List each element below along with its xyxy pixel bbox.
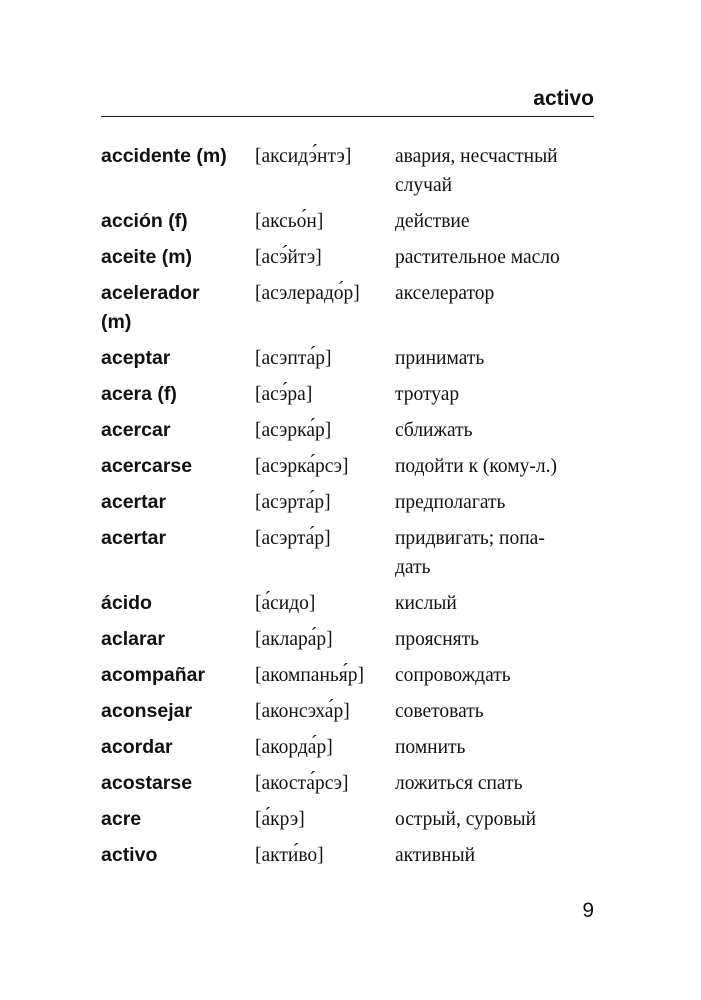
entry-translation bbox=[395, 279, 594, 308]
entry-pronunciation: [асэрта́р] bbox=[255, 492, 331, 513]
entry-translation-line: острый, суровый bbox=[395, 809, 537, 830]
entry-translation bbox=[395, 344, 594, 373]
entry-term bbox=[101, 452, 255, 481]
entry-pronunciation: [асэпта́р] bbox=[255, 348, 332, 369]
entry-term-line: acercar bbox=[101, 419, 171, 441]
entry-translation bbox=[395, 805, 594, 834]
entry-translation bbox=[395, 589, 594, 618]
entry-term-line: aconsejar bbox=[101, 700, 193, 722]
entry-translation bbox=[395, 697, 594, 726]
entry-translation bbox=[395, 769, 594, 798]
entry-translation bbox=[395, 661, 594, 690]
entry-term-line: acelerador bbox=[101, 282, 200, 304]
dictionary-entry bbox=[101, 524, 594, 582]
entry-translation-line: сопровождать bbox=[395, 665, 511, 686]
entry-pronunciation: [асэ́ра] bbox=[255, 384, 313, 405]
entry-translation bbox=[395, 243, 594, 272]
entry-term bbox=[101, 344, 255, 373]
entry-term-line: aceite (m) bbox=[101, 246, 193, 268]
dictionary-entry bbox=[101, 488, 594, 517]
dictionary-entry bbox=[101, 380, 594, 409]
entry-term-line: acre bbox=[101, 808, 142, 830]
entry-pronunciation: [акоста́рсэ] bbox=[255, 773, 349, 794]
entry-translation-line: придвигать; попа- bbox=[395, 528, 545, 549]
entry-pronunciation: [акомпанья́р] bbox=[255, 665, 364, 686]
entry-term-line: accidente (m) bbox=[101, 145, 227, 167]
entry-translation-line: подойти к (кому-л.) bbox=[395, 456, 557, 477]
entry-translation bbox=[395, 733, 594, 762]
entry-term bbox=[101, 697, 255, 726]
entry-translation-line: советовать bbox=[395, 701, 484, 722]
entry-term-line: acompañar bbox=[101, 664, 206, 686]
entry-translation bbox=[395, 142, 594, 200]
entry-term bbox=[101, 207, 255, 236]
entry-pronunciation: [аконсэха́р] bbox=[255, 701, 350, 722]
entry-pronunciation: [аксидэ́нтэ] bbox=[255, 146, 352, 167]
page-number: 9 bbox=[582, 899, 594, 922]
entry-pronunciation: [асэлерадо́р] bbox=[255, 283, 360, 304]
entry-pronunciation: [акти́во] bbox=[255, 845, 324, 866]
entry-translation-line: принимать bbox=[395, 348, 485, 369]
entry-translation bbox=[395, 524, 594, 582]
entry-translation bbox=[395, 625, 594, 654]
entry-term bbox=[101, 243, 255, 272]
entry-pronunciation: [асэрка́рсэ] bbox=[255, 456, 349, 477]
entry-pronunciation: [а́крэ] bbox=[255, 809, 305, 830]
entry-translation-line: тротуар bbox=[395, 384, 460, 405]
entry-term-line: acordar bbox=[101, 736, 173, 758]
entry-translation-line: акселератор bbox=[395, 283, 495, 304]
entry-term-line: acertar bbox=[101, 491, 167, 513]
entry-translation bbox=[395, 380, 594, 409]
entry-term-line: activo bbox=[101, 844, 158, 866]
entry-term bbox=[101, 805, 255, 834]
entry-translation-line: активный bbox=[395, 845, 476, 866]
entry-term bbox=[101, 589, 255, 618]
dictionary-entry bbox=[101, 697, 594, 726]
entry-translation-line: прояснять bbox=[395, 629, 480, 650]
entry-term-line: acción (f) bbox=[101, 210, 188, 232]
entry-pronunciation: [аксьо́н] bbox=[255, 211, 324, 232]
entry-term bbox=[101, 279, 255, 337]
entry-pronunciation: [асэрка́р] bbox=[255, 420, 332, 441]
entry-term-line: acercarse bbox=[101, 455, 193, 477]
entry-pronunciation: [а́сидо] bbox=[255, 593, 316, 614]
entry-translation-line: кислый bbox=[395, 593, 457, 614]
entry-pronunciation: [акорда́р] bbox=[255, 737, 333, 758]
entry-translation-line: дать bbox=[395, 557, 431, 578]
entry-term bbox=[101, 142, 255, 171]
dictionary-entry bbox=[101, 769, 594, 798]
entry-translation-line: авария, несчастный bbox=[395, 146, 558, 167]
dictionary-entry bbox=[101, 207, 594, 236]
entry-term-line: (m) bbox=[101, 311, 132, 333]
entry-translation-line: предполагать bbox=[395, 492, 506, 513]
entry-translation-line: случай bbox=[395, 175, 453, 196]
entry-translation-line: растительное масло bbox=[395, 247, 560, 268]
entry-translation-line: помнить bbox=[395, 737, 466, 758]
entry-term-line: aceptar bbox=[101, 347, 171, 369]
dictionary-entry bbox=[101, 344, 594, 373]
entry-term bbox=[101, 416, 255, 445]
entry-pronunciation: [асэ́йтэ] bbox=[255, 247, 322, 268]
entry-translation bbox=[395, 207, 594, 236]
entry-translation-line: действие bbox=[395, 211, 470, 232]
dictionary-entry bbox=[101, 243, 594, 272]
entry-term bbox=[101, 769, 255, 798]
entry-translation bbox=[395, 416, 594, 445]
entry-term bbox=[101, 524, 255, 553]
entry-term-line: aclarar bbox=[101, 628, 165, 650]
entry-translation bbox=[395, 452, 594, 481]
dictionary-entry bbox=[101, 416, 594, 445]
entry-term-line: acera (f) bbox=[101, 383, 177, 405]
entry-pronunciation: [асэрта́р] bbox=[255, 528, 331, 549]
entry-term bbox=[101, 488, 255, 517]
entry-term-line: acertar bbox=[101, 527, 167, 549]
entry-term bbox=[101, 661, 255, 690]
dictionary-entry bbox=[101, 805, 594, 834]
dictionary-entry bbox=[101, 452, 594, 481]
running-head: activo bbox=[533, 87, 594, 110]
entry-term bbox=[101, 625, 255, 654]
dictionary-entry bbox=[101, 841, 594, 870]
entry-pronunciation: [аклара́р] bbox=[255, 629, 333, 650]
dictionary-entry bbox=[101, 625, 594, 654]
entry-translation bbox=[395, 841, 594, 870]
entry-term bbox=[101, 841, 255, 870]
entry-term bbox=[101, 733, 255, 762]
entry-list bbox=[101, 142, 594, 877]
dictionary-entry bbox=[101, 589, 594, 618]
dictionary-entry bbox=[101, 661, 594, 690]
dictionary-entry bbox=[101, 279, 594, 337]
entry-translation bbox=[395, 488, 594, 517]
dictionary-entry bbox=[101, 733, 594, 762]
header-rule bbox=[101, 116, 594, 117]
entry-translation-line: сближать bbox=[395, 420, 473, 441]
entry-term-line: ácido bbox=[101, 592, 152, 614]
entry-translation-line: ложиться спать bbox=[395, 773, 523, 794]
entry-term-line: acostarse bbox=[101, 772, 193, 794]
dictionary-entry bbox=[101, 142, 594, 200]
entry-term bbox=[101, 380, 255, 409]
